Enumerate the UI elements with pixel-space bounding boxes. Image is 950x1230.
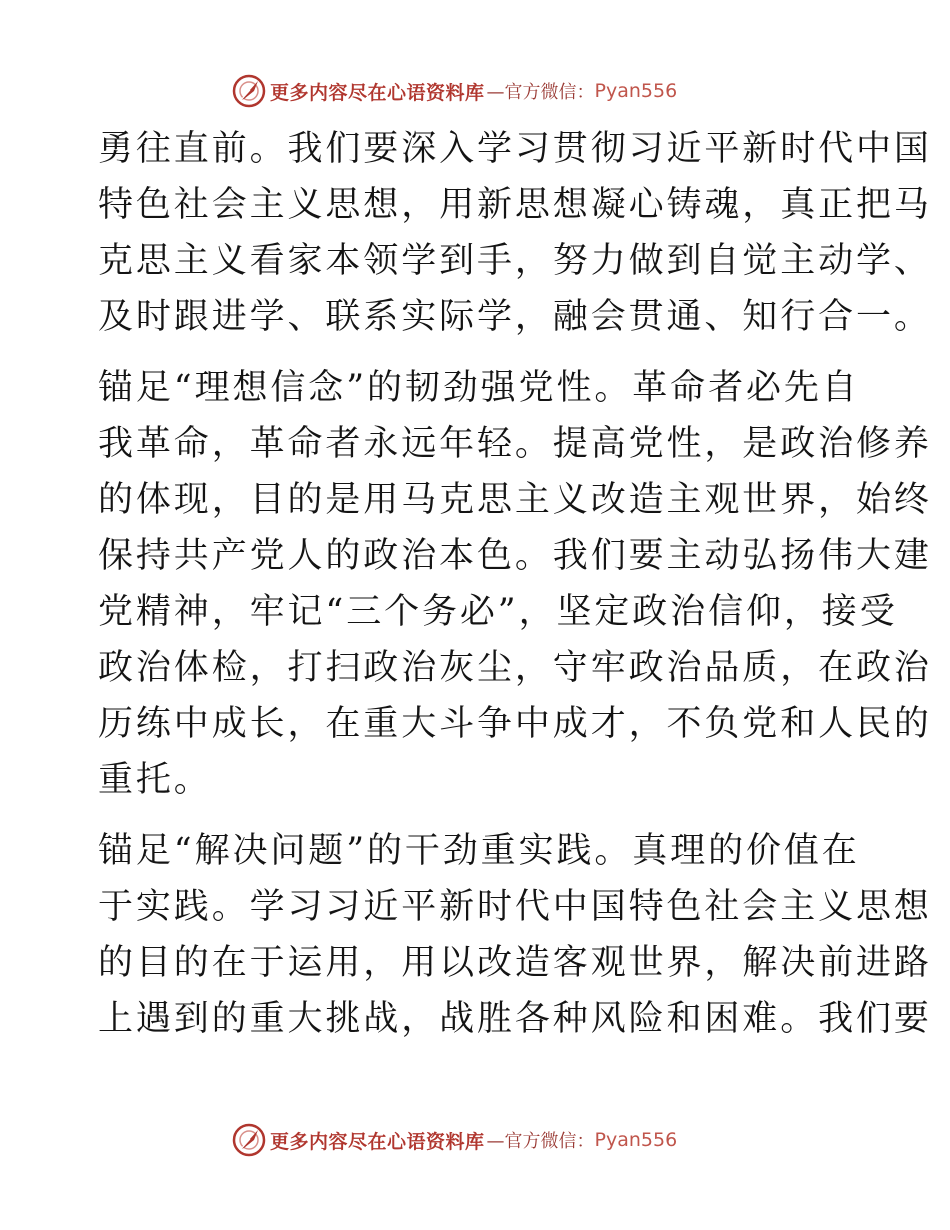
text-line: 保持共产党人的政治本色。我们要主动弘扬伟大建 — [98, 536, 932, 576]
text-line: 勇往直前。我们要深入学习贯彻习近平新时代中国 — [98, 129, 932, 169]
footer-wechat-label: —官方微信： — [486, 1131, 595, 1152]
text-line: 上遇到的重大挑战，战胜各种风险和困难。我们要 — [98, 999, 932, 1039]
footer-watermark-text: 更多内容尽在心语资料库 — [270, 1130, 485, 1153]
text-line: 克思主义看家本领学到手，努力做到自觉主动学、 — [98, 241, 932, 281]
quill-logo-icon — [232, 1123, 266, 1157]
document-body — [98, 121, 932, 1047]
text-line: 锚足“解决问题”的干劲重实践。真理的价值在 — [98, 831, 860, 871]
footer-wechat-id: Pyan556 — [594, 1129, 678, 1151]
text-line: 党精神，牢记“三个务必”，坚定政治信仰，接受 — [98, 592, 898, 632]
text-line: 的目的在于运用，用以改造客观世界，解决前进路 — [98, 943, 932, 983]
header-wechat-id: Pyan556 — [594, 80, 678, 102]
text-line: 历练中成长，在重大斗争中成才，不负党和人民的 — [98, 704, 932, 744]
text-line: 于实践。学习习近平新时代中国特色社会主义思想 — [98, 887, 932, 927]
paragraph-1 — [98, 121, 932, 345]
header-wechat-label: —官方微信： — [486, 82, 595, 103]
header-watermark — [232, 73, 732, 109]
paragraph-2 — [98, 360, 932, 808]
text-line: 重托。 — [98, 760, 212, 800]
text-line: 特色社会主义思想，用新思想凝心铸魂，真正把马 — [98, 185, 932, 225]
paragraph-3 — [98, 823, 932, 1047]
text-line: 我革命，革命者永远年轻。提高党性，是政治修养 — [98, 424, 932, 464]
text-line: 的体现，目的是用马克思主义改造主观世界，始终 — [98, 480, 932, 520]
quill-logo-icon — [232, 74, 266, 108]
header-watermark-text: 更多内容尽在心语资料库 — [270, 81, 485, 104]
text-line: 政治体检，打扫政治灰尘，守牢政治品质，在政治 — [98, 648, 932, 688]
footer-watermark — [232, 1122, 732, 1158]
text-line: 及时跟进学、联系实际学，融会贯通、知行合一。 — [98, 297, 932, 337]
text-line: 锚足“理想信念”的韧劲强党性。革命者必先自 — [98, 368, 860, 408]
